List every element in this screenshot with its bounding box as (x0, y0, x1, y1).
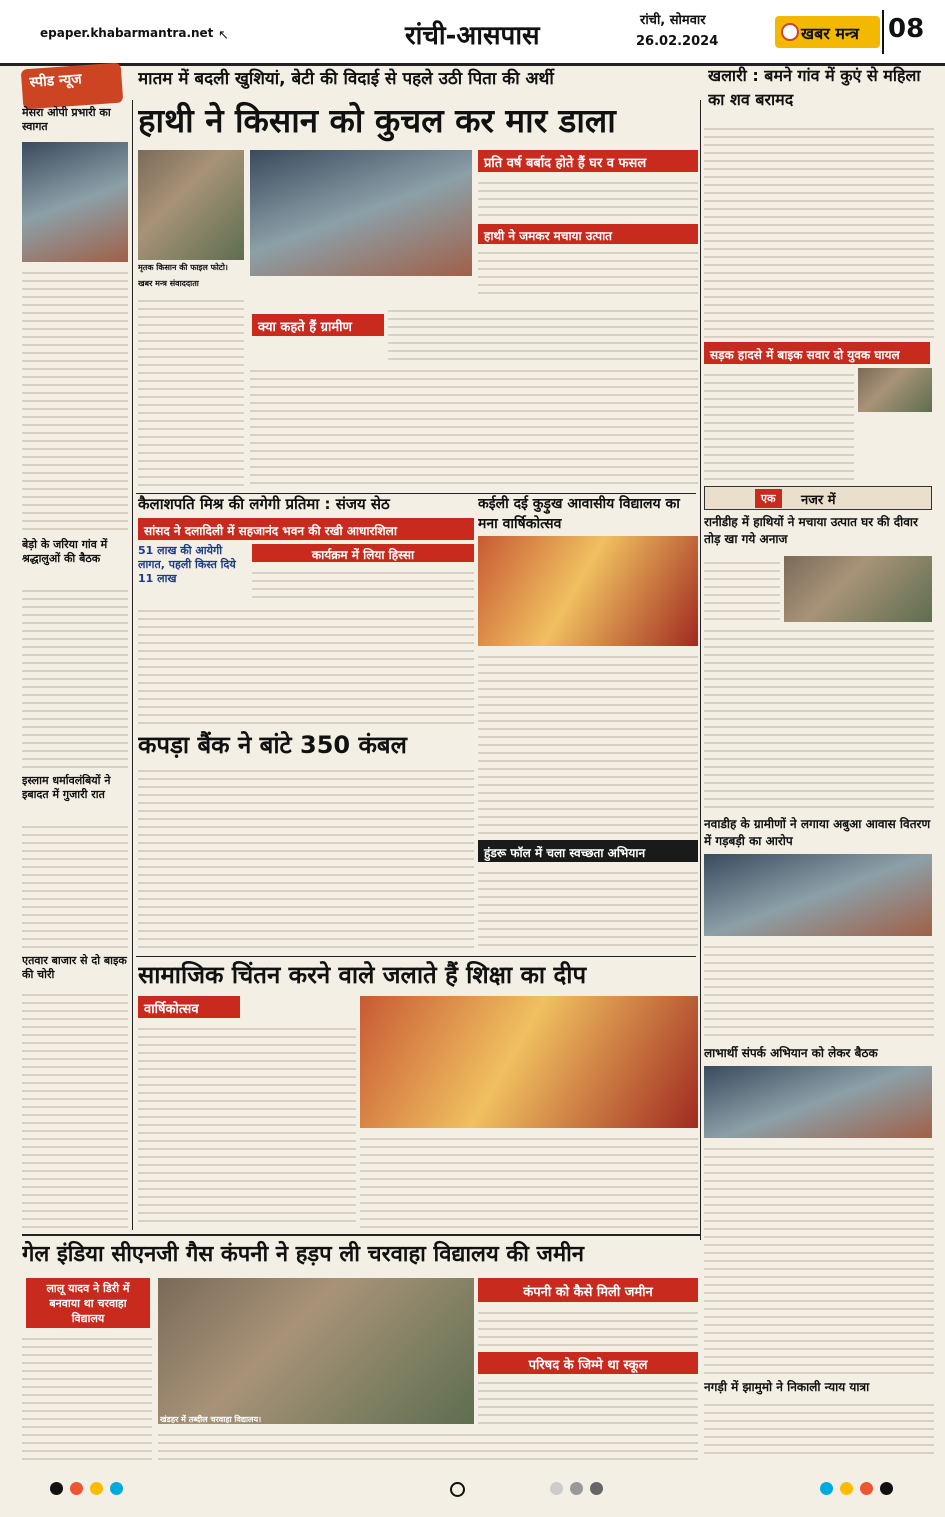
lead-text-body (250, 364, 698, 490)
right-headline-6: नगड़ी में झामुमो ने निकाली न्याय यात्रा (704, 1380, 870, 1394)
photo-kurukh-dancers (478, 536, 698, 646)
left-headline-2: बेड़ो के जरिया गांव में श्रद्धालुओं की बैठक (22, 538, 108, 565)
samajik-article-1 (138, 1022, 356, 1228)
section-title: रांची-आसपास (405, 21, 540, 51)
rule-bottom (22, 1234, 700, 1236)
bottom-article-2 (158, 1428, 698, 1462)
statue-headline: कैलाशपति मिश्र की लगेगी प्रतिमा : संजय सेठ (138, 495, 390, 513)
statue-callout: 51 लाख की आयेगी लागत, पहली किस्त दिये 11 लाख (138, 544, 236, 585)
logo-text: खबर मन्त्र (801, 24, 859, 43)
right-article-4 (704, 940, 934, 1040)
lead-headline: हाथी ने किसान को कुचल कर मार डाला (138, 101, 616, 140)
cloth-bank-article (138, 764, 474, 952)
ek-nazar-bar (704, 486, 932, 510)
masthead-divider (882, 10, 884, 54)
left-article-2 (22, 584, 128, 772)
photo-meeting (704, 1066, 932, 1138)
program-text (252, 566, 474, 602)
bottom-subhead-2: परिषद के जिम्मे था स्कूल (478, 1352, 698, 1374)
photo-cultural-program (360, 996, 698, 1128)
lead-byline: खबर मन्त्र संवाददाता (138, 279, 199, 288)
lead-quote-box: क्या कहते हैं ग्रामीण (252, 314, 384, 336)
lead-subhead-1: प्रति वर्ष बर्बाद होते हैं घर व फसल (478, 150, 698, 172)
photo-charwaha-school (158, 1278, 474, 1424)
nazar-label: नजर में (801, 493, 836, 508)
rule-mid-2 (136, 956, 696, 957)
bottom-sub-text-2 (478, 1376, 698, 1424)
bottom-headline: गेल इंडिया सीएनजी गैस कंपनी ने हड़प ली चरवाहा विद्यालय की जमीन (22, 1242, 585, 1267)
photo-welcome (22, 142, 128, 262)
right-headline-5: लाभार्थी संपर्क अभियान को लेकर बैठक (704, 1046, 878, 1060)
photo-damaged-house (784, 556, 932, 622)
right-article-1 (704, 122, 934, 338)
bottom-article-1 (22, 1332, 152, 1462)
kurukh-headline: कईली दई कुड़ुख आवासीय विद्यालय का मना वार्षिकोत्सव (478, 496, 680, 532)
right-headline-4: नवाडीह के ग्रामीणों ने लगाया अबुआ आवास वितरण में गड़बड़ी का आरोप (704, 817, 931, 848)
lead-sub-text-2 (478, 246, 698, 300)
left-article-3 (22, 820, 128, 950)
site-url[interactable]: epaper.khabarmantra.net (40, 26, 214, 40)
left-headline-1: मेसरा ओपी प्रभारी का स्वागत (22, 106, 111, 133)
column-rule-left (132, 100, 133, 1230)
photo-farmer (138, 150, 244, 260)
left-headline-3: इस्लाम धर्मावलंबियों ने इबादत में गुजारी रात (22, 774, 111, 801)
left-article-1 (22, 266, 128, 536)
farmer-caption: मृतक किसान की फाइल फोटो। (138, 263, 228, 272)
speed-news-logo: स्पीड न्यूज (21, 63, 124, 110)
right-headline-2: सड़क हादसे में बाइक सवार दो युवक घायल (704, 342, 930, 364)
right-article-3a (704, 556, 780, 620)
statue-article (138, 604, 474, 726)
samajik-article-2 (360, 1132, 698, 1228)
cursor-icon: ↖ (218, 28, 229, 43)
page-number: 08 (888, 14, 925, 44)
program-box: कार्यक्रम में लिया हिस्सा (252, 544, 474, 562)
lead-text-col1 (138, 294, 244, 490)
photo-villagers (704, 854, 932, 936)
footer-color-marks (40, 1478, 905, 1498)
ek-label: एक (755, 489, 782, 508)
lalu-box: लालू यादव ने डिरी में बनवाया था चरवाहा विद्यालय (26, 1278, 150, 1328)
left-headline-4: एतवार बाजार से दो बाइक की चोरी (22, 954, 127, 981)
photo-mourners (250, 150, 472, 276)
hundru-headline: हुंडरू फॉल में चला स्वच्छता अभियान (478, 840, 698, 862)
issue-date: 26.02.2024 (636, 34, 719, 49)
cloth-bank-headline: कपड़ा बैंक ने बांटे 350 कंबल (138, 731, 407, 759)
masthead (0, 0, 945, 66)
logo-icon (781, 23, 799, 41)
brand-logo (775, 16, 880, 48)
photo-accident (858, 368, 932, 412)
hundru-article (478, 866, 698, 952)
right-headline-3: रानीडीह में हाथियों ने मचाया उत्पात घर की दीवार तोड़ खा गये अनाज (704, 515, 918, 546)
samajik-headline: सामाजिक चिंतन करने वाले जलाते हैं शिक्षा का दीप (138, 961, 587, 989)
right-article-5 (704, 1142, 934, 1376)
statue-subhead: सांसद ने दलादिली में सहजानंद भवन की रखी आधारशिला (138, 518, 474, 540)
varshik-box: वार्षिकोत्सव (138, 996, 240, 1018)
top-strip-headline: मातम में बदली खुशियां, बेटी की विदाई से पहले उठी पिता की अर्थी (138, 69, 554, 89)
lead-subhead-2: हाथी ने जमकर मचाया उत्पात (478, 224, 698, 244)
right-article-3b (704, 624, 934, 812)
left-article-4 (22, 988, 128, 1228)
column-rule-right (700, 100, 701, 1240)
bottom-sub-text-1 (478, 1306, 698, 1350)
bottom-subhead-1: कंपनी को कैसे मिली जमीन (478, 1278, 698, 1302)
lead-quote-text (388, 304, 698, 360)
lead-sub-text-1 (478, 176, 698, 220)
right-article-2 (704, 368, 854, 480)
kurukh-article (478, 650, 698, 836)
right-headline-1: खलारी : बमने गांव में कुएं से महिला का शव बरामद (708, 66, 921, 109)
city-day: रांची, सोमवार (640, 13, 706, 28)
right-article-6 (704, 1398, 934, 1460)
bottom-caption: खंडहर में तब्दील चरवाहा विद्यालय। (160, 1415, 262, 1424)
